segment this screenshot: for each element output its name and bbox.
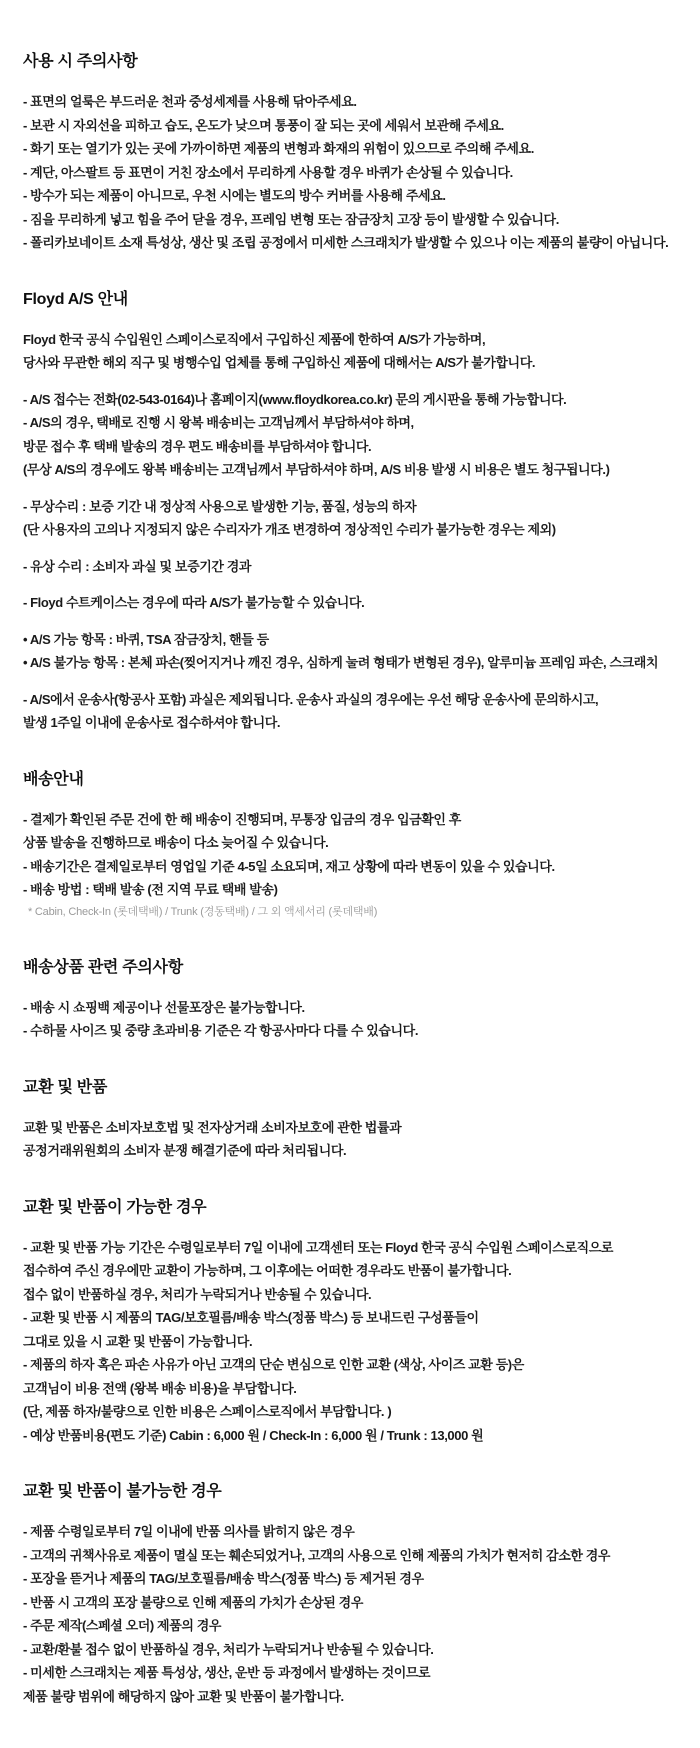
text-line: - 배송기간은 결제일로부터 영업일 기준 4-5일 소요되며, 재고 상황에 따라 변동이 있을 수 있습니다.: [23, 858, 555, 874]
text-line: - 표면의 얼룩은 부드러운 천과 중성세제를 사용해 닦아주세요.: [23, 94, 357, 109]
text-line: 당사와 무관한 해외 직구 및 병행수입 업체를 통해 구입하신 제품에 대해서는 A/S가 불가합니다.: [23, 355, 536, 370]
paragraph-group: [23, 1520, 682, 1708]
text-line: - 화기 또는 열기가 있는 곳에 가까이하면 제품의 변형과 화재의 위험이 있으므로 주의해 주세요.: [23, 141, 534, 156]
text-line: 고객님이 비용 전액 (왕복 배송 비용)을 부담합니다.: [23, 1380, 297, 1396]
text-line: (단, 제품 하자/불량으로 인한 비용은 스페이스로직에서 부담합니다. ): [23, 1404, 392, 1419]
paragraph-group: [23, 495, 682, 542]
section-heading-floyd-as-guide: Floyd A/S 안내: [23, 290, 128, 308]
text-line: - 주문 제작(스페셜 오더) 제품의 경우: [23, 1618, 222, 1633]
section-exchange-return-possible: [23, 1198, 682, 1448]
text-line: - 짐을 무리하게 넣고 힘을 주어 닫을 경우, 프레임 변형 또는 잠금장치 고장 등이 발생할 수 있습니다.: [23, 211, 559, 227]
paragraph-group: [23, 628, 682, 675]
text-line: - 계단, 아스팔트 등 표면이 거친 장소에서 무리하게 사용할 경우 바퀴가 손상될 수 있습니다.: [23, 164, 513, 180]
text-line: (무상 A/S의 경우에도 왕복 배송비는 고객님께서 부담하셔야 하며, A/S 비용 발생 시 비용은 별도 청구됩니다.): [23, 462, 610, 477]
section-shipping-guide: [23, 770, 682, 923]
text-line: 제품 불량 범위에 해당하지 않아 교환 및 반품이 불가합니다.: [23, 1688, 344, 1704]
text-line: - 배송 방법 : 택배 발송 (전 지역 무료 택배 발송): [23, 882, 278, 897]
text-line: - A/S의 경우, 택배로 진행 시 왕복 배송비는 고객님께서 부담하셔야 하며,: [23, 415, 414, 430]
text-line: - Floyd 수트케이스는 경우에 따라 A/S가 불가능할 수 있습니다.: [23, 595, 365, 610]
text-line: - 미세한 스크래치는 제품 특성상, 생산, 운반 등 과정에서 발생하는 것이므로: [23, 1665, 431, 1680]
text-line: - 교환 및 반품 시 제품의 TAG/보호필름/배송 박스(정품 박스) 등 보내드린 구성품들이: [23, 1310, 479, 1325]
section-heading-exchange-return-possible: 교환 및 반품이 가능한 경우: [23, 1198, 207, 1216]
text-line: 교환 및 반품은 소비자보호법 및 전자상거래 소비자보호에 관한 법률과: [23, 1119, 402, 1135]
section-usage-cautions: [23, 52, 682, 255]
text-line: - A/S 접수는 전화(02-543-0164)나 홈페이지(www.floydkorea.co.kr) 문의 게시판을 통해 가능합니다.: [23, 391, 567, 407]
carrier-note-line: * Cabin, Check-In (롯데택배) / Trunk (경동택배) / 그 외 액세서리 (롯데택배): [28, 905, 378, 918]
section-exchange-return-impossible: [23, 1482, 682, 1708]
text-line: - 교환/환불 접수 없이 반품하실 경우, 처리가 누락되거나 반송될 수 있습니다.: [23, 1641, 434, 1657]
text-line: - 반품 시 고객의 포장 불량으로 인해 제품의 가치가 손상된 경우: [23, 1594, 363, 1610]
section-shipping-product-cautions: [23, 958, 682, 1043]
text-line: - 배송 시 쇼핑백 제공이나 선물포장은 불가능합니다.: [23, 999, 305, 1015]
section-heading-exchange-return: 교환 및 반품: [23, 1078, 108, 1096]
section-heading-usage-cautions: 사용 시 주의사항: [23, 53, 138, 70]
paragraph-group: [23, 1236, 682, 1448]
text-line: Floyd 한국 공식 수입원인 스페이스로직에서 구입하신 제품에 한하여 A/S가 가능하며,: [23, 331, 486, 347]
text-line: - 무상수리 : 보증 기간 내 정상적 사용으로 발생한 기능, 품질, 성능의 하자: [23, 498, 417, 514]
paragraph-group: [23, 688, 682, 735]
paragraph-group: [23, 90, 682, 255]
paragraph-group: [23, 555, 682, 579]
text-line: - 고객의 귀책사유로 제품이 멸실 또는 훼손되었거나, 고객의 사용으로 인해 제품의 가치가 현저히 감소한 경우: [23, 1547, 611, 1563]
text-line: 발생 1주일 이내에 운송사로 접수하셔야 합니다.: [23, 715, 281, 730]
text-line: - 보관 시 자외선을 피하고 습도, 온도가 낮으며 통풍이 잘 되는 곳에 세워서 보관해 주세요.: [23, 117, 504, 133]
text-line: - 유상 수리 : 소비자 과실 및 보증기간 경과: [23, 558, 252, 574]
section-heading-shipping-guide: 배송안내: [23, 770, 84, 788]
text-line: - 제품 수령일로부터 7일 이내에 반품 의사를 밝히지 않은 경우: [23, 1524, 355, 1539]
section-exchange-return: [23, 1078, 682, 1163]
paragraph-group: [23, 996, 682, 1043]
text-line: - A/S에서 운송사(항공사 포함) 과실은 제외됩니다. 운송사 과실의 경우에는 우선 해당 운송사에 문의하시고,: [23, 691, 599, 707]
text-line: - 폴리카보네이트 소재 특성상, 생산 및 조립 공정에서 미세한 스크래치가 발생할 수 있으나 이는 제품의 불량이 아닙니다.: [23, 235, 669, 250]
text-line: 공정거래위원회의 소비자 분쟁 해결기준에 따라 처리됩니다.: [23, 1143, 347, 1158]
text-line: 상품 발송을 진행하므로 배송이 다소 늦어질 수 있습니다.: [23, 835, 329, 850]
text-line: - 방수가 되는 제품이 아니므로, 우천 시에는 별도의 방수 커버를 사용해 주세요.: [23, 188, 446, 203]
text-line: - 수하물 사이즈 및 중량 초과비용 기준은 각 항공사마다 다를 수 있습니다.: [23, 1023, 419, 1038]
paragraph-group: [23, 808, 682, 923]
section-heading-shipping-product-cautions: 배송상품 관련 주의사항: [23, 958, 183, 976]
text-line: (단 사용자의 고의나 지정되지 않은 수리자가 개조 변경하여 정상적인 수리가 불가능한 경우는 제외): [23, 522, 556, 537]
text-line: - 포장을 뜯거나 제품의 TAG/보호필름/배송 박스(정품 박스) 등 제거된 경우: [23, 1571, 424, 1586]
text-line: 방문 접수 후 택배 발송의 경우 편도 배송비를 부담하셔야 합니다.: [23, 438, 372, 454]
text-line: • A/S 가능 항목 : 바퀴, TSA 잠금장치, 핸들 등: [23, 631, 269, 647]
section-floyd-as-guide: [23, 290, 682, 735]
text-line: - 예상 반품비용(편도 기준) Cabin : 6,000 원 / Check-In : 6,000 원 / Trunk : 13,000 원: [23, 1427, 484, 1443]
text-line: 접수하여 주신 경우에만 교환이 가능하며, 그 이후에는 어떠한 경우라도 반품이 불가합니다.: [23, 1263, 512, 1278]
paragraph-group: [23, 1116, 682, 1163]
text-line: 접수 없이 반품하실 경우, 처리가 누락되거나 반송될 수 있습니다.: [23, 1286, 372, 1302]
text-line: - 제품의 하자 혹은 파손 사유가 아닌 고객의 단순 변심으로 인한 교환 (색상, 사이즈 교환 등)은: [23, 1357, 524, 1372]
text-line: • A/S 불가능 항목 : 본체 파손(찢어지거나 깨진 경우, 심하게 눌려 형태가 변형된 경우), 알루미늄 프레임 파손, 스크래치: [23, 655, 659, 670]
paragraph-group: [23, 591, 682, 615]
text-line: 그대로 있을 시 교환 및 반품이 가능합니다.: [23, 1333, 253, 1349]
paragraph-group: [23, 388, 682, 482]
text-line: - 교환 및 반품 가능 기간은 수령일로부터 7일 이내에 고객센터 또는 Floyd 한국 공식 수입원 스페이스로직으로: [23, 1239, 614, 1255]
paragraph-group: [23, 328, 682, 375]
section-heading-exchange-return-impossible: 교환 및 반품이 불가능한 경우: [23, 1483, 222, 1500]
text-line: - 결제가 확인된 주문 건에 한 해 배송이 진행되며, 무통장 입금의 경우 입금확인 후: [23, 811, 461, 827]
